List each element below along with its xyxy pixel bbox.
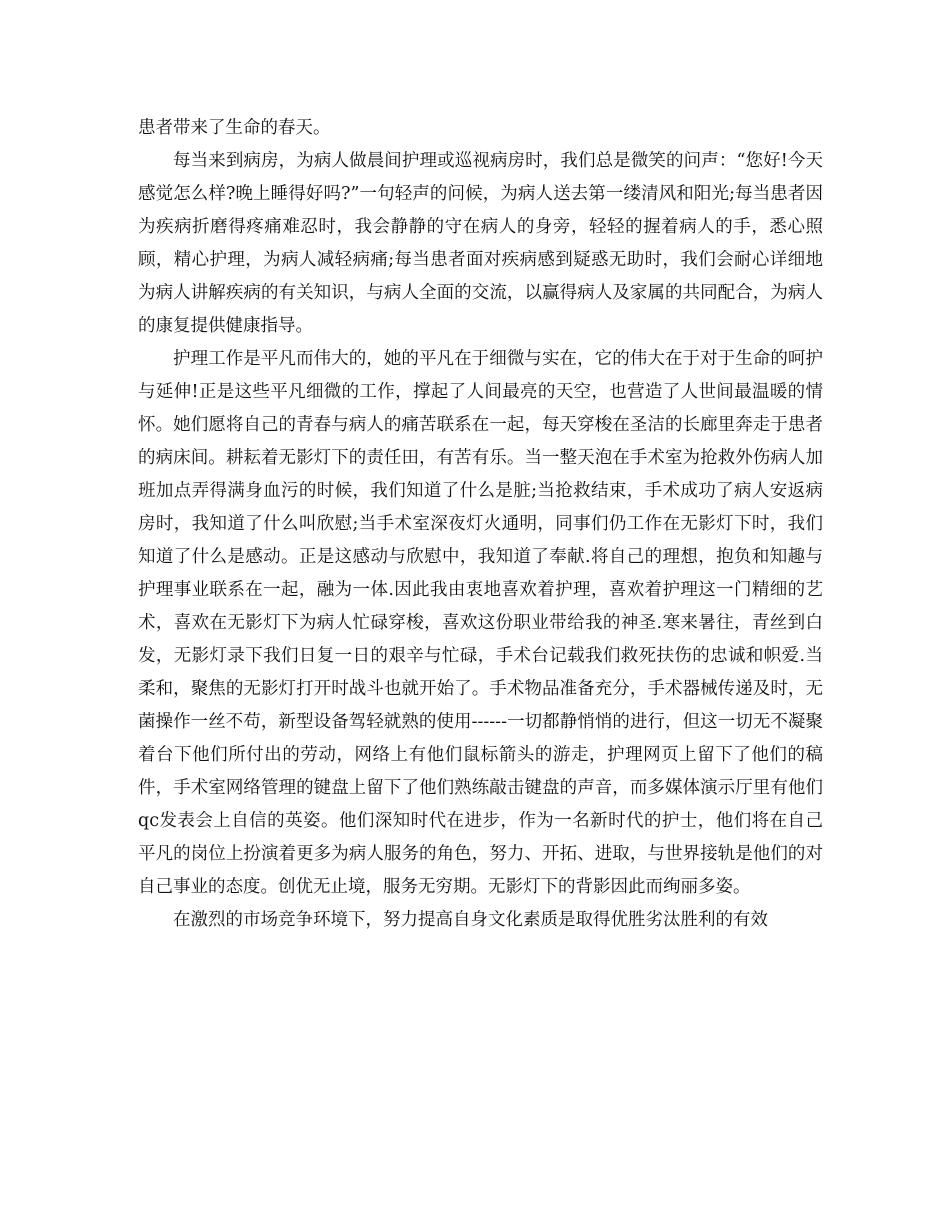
paragraph-4: 在激烈的市场竞争环境下，努力提高自身文化素质是取得优胜劣汰胜利的有效: [173, 910, 768, 930]
paragraph-3: 护理工作是平凡而伟大的，她的平凡在于细微与实在，它的伟大在于对于生命的呵护与延伸!正是这些平凡细微的工作，撑起了人间最亮的天空，也营造了人世间最温暖的情怀。她们愿将自己的青春与病人的痛苦联系在一起，每天穿梭在圣洁的长廊里奔走于患者的病床间。耕耘着无影灯下的责任田，有苦有乐。当一整天泡在手术室为抢救外伤病人加班加点弄得满身血污的时候，我们知道了什么是脏;当抢救结束，手术成功了病人安返病房时，我知道了什么叫欣慰;当手术室深夜灯火通明，同事们仍工作在无影灯下时，我们知道了什么是感动。正是这感动与欣慰中，我知道了奉献.将自己的理想，抱负和知趣与护理事业联系在一起，融为一体.因此我由衷地喜欢着护理，喜欢着护理这一门精细的艺术，喜欢在无影灯下为病人忙碌穿梭，喜欢这份职业带给我的神圣.寒来暑往，青丝到白发，无影灯录下我们日复一日的艰辛与忙碌，手术台记载我们救死扶伤的忠诚和帜爱.当柔和，聚焦的无影灯打开时战斗也就开始了。手术物品准备充分，手术器械传递及时，无菌操作一丝不苟，新型设备驾轻就熟的使用------一切都静悄悄的进行，但这一切无不凝聚着台下他们所付出的劳动，网络上有他们鼠标箭头的游走，护理网页上留下了他们的稿件，手术室网络管理的键盘上留下了他们熟练敲击键盘的声音，而多媒体演示厅里有他们qc发表会上自信的英姿。他们深知时代在进步，作为一名新时代的护士，他们将在自己平凡的岗位上扮演着更多为病人服务的角色，努力、开拓、进取，与世界接轨是他们的对自己事业的态度。创优无止境，服务无穷期。无影灯下的背影因此而绚丽多姿。: [138, 349, 823, 897]
document-page: [138, 112, 823, 937]
paragraph-1: 患者带来了生命的春天。: [138, 118, 331, 138]
paragraph-2: 每当来到病房，为病人做晨间护理或巡视病房时，我们总是微笑的问声：“您好!今天感觉怎么样?晚上睡得好吗?”一句轻声的问候，为病人送去第一缕清风和阳光;每当患者因为疾病折磨得疼痛难忍时，我会静静的守在病人的身旁，轻轻的握着病人的手，悉心照顾，精心护理，为病人减轻病痛;每当患者面对疾病感到疑惑无助时，我们会耐心详细地为病人讲解疾病的有关知识，与病人全面的交流，以赢得病人及家属的共同配合，为病人的康复提供健康指导。: [138, 151, 823, 336]
